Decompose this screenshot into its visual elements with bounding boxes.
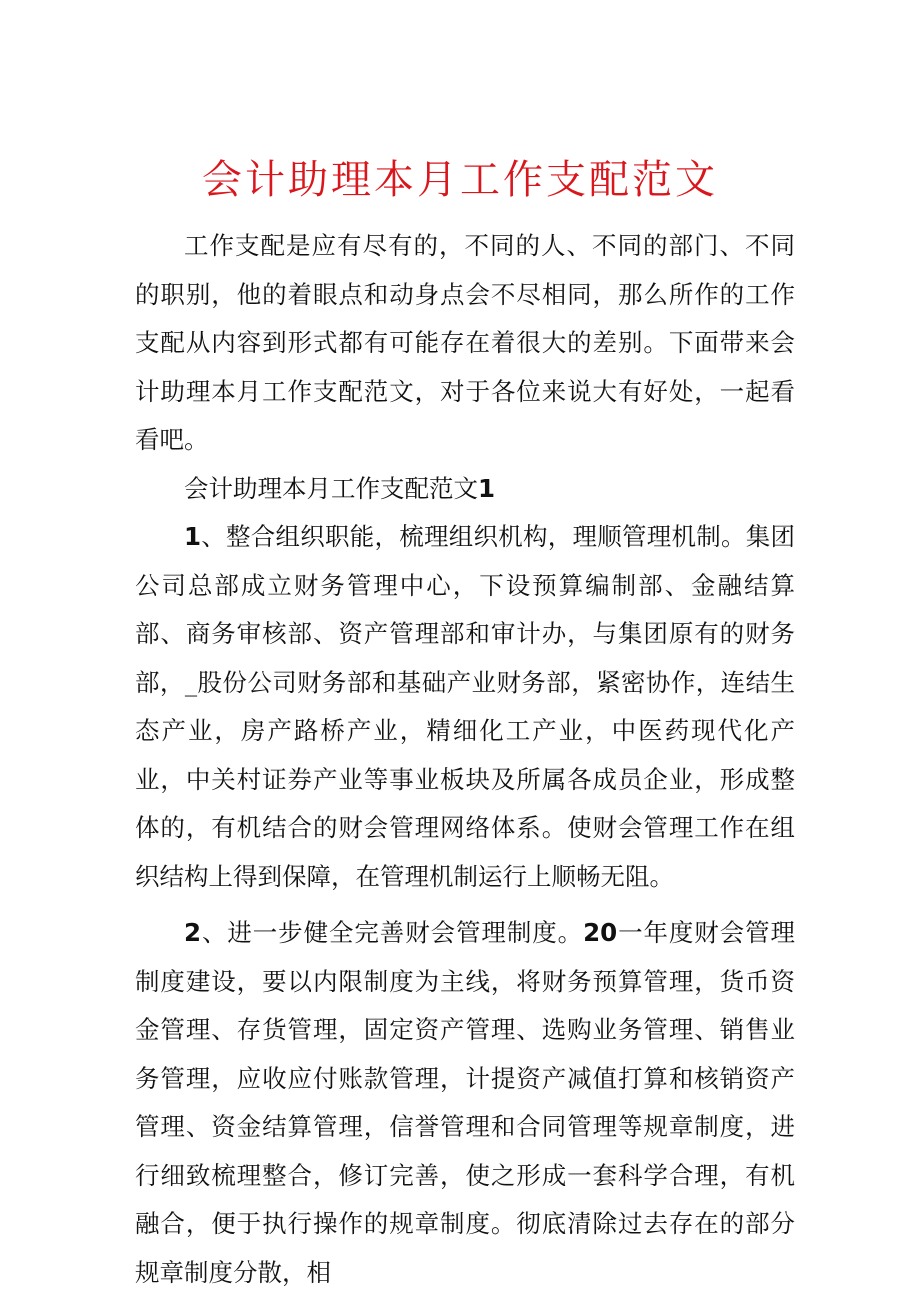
- item-2-paragraph: [135, 909, 795, 1297]
- item-2-number: 2: [184, 918, 202, 947]
- item-1-number: 1: [184, 522, 202, 551]
- section-heading: [135, 465, 795, 514]
- intro-paragraph: 工作支配是应有尽有的，不同的人、不同的部门、不同的职别，他的着眼点和动身点会不尽相同，那么所作的工作支配从内容到形式都有可能存在着很大的差别。下面带来会计助理本月工作支配范文，对于各位来说大有好处，一起看看吧。: [135, 231, 795, 454]
- section-heading-text: 会计助理本月工作支配范文: [184, 473, 478, 503]
- item-1-text: 、整合组织职能，梳理组织机构，理顺管理机制。集团公司总部成立财务管理中心，下设预算编制部、金融结算部、商务审核部、资产管理部和审计办，与集团原有的财务部，_股份公司财务部和基础产业财务部，紧密协作，连结生态产业，房产路桥产业，精细化工产业，中医药现代化产业，中关村证券产业等事业板块及所属各成员企业，形成整体的，有机结合的财会管理网络体系。使财会管理工作在组织结构上得到保障，在管理机制运行上顺畅无阻。: [135, 522, 795, 891]
- item-2-year: 20: [583, 918, 618, 947]
- document-title: 会计助理本月工作支配范文: [202, 157, 718, 203]
- section-heading-number: 1: [478, 473, 496, 503]
- item-1-paragraph: [135, 513, 795, 901]
- item-2-text-a: 、进一步健全完善财会管理制度。: [201, 918, 584, 947]
- document-body: [135, 222, 795, 1297]
- paragraph-gap: [135, 901, 795, 909]
- item-2-text-b: 一年度财会管理制度建设，要以内限制度为主线，将财务预算管理，货币资金管理、存货管理，固定资产管理、选购业务管理、销售业务管理，应收应付账款管理，计提资产减值打算和核销资产管理、资金结算管理，信誉管理和合同管理等规章制度，进行细致梳理整合，修订完善，使之形成一套科学合理，有机融合，便于执行操作的规章制度。彻底清除过去存在的部分规章制度分散，相: [135, 918, 796, 1287]
